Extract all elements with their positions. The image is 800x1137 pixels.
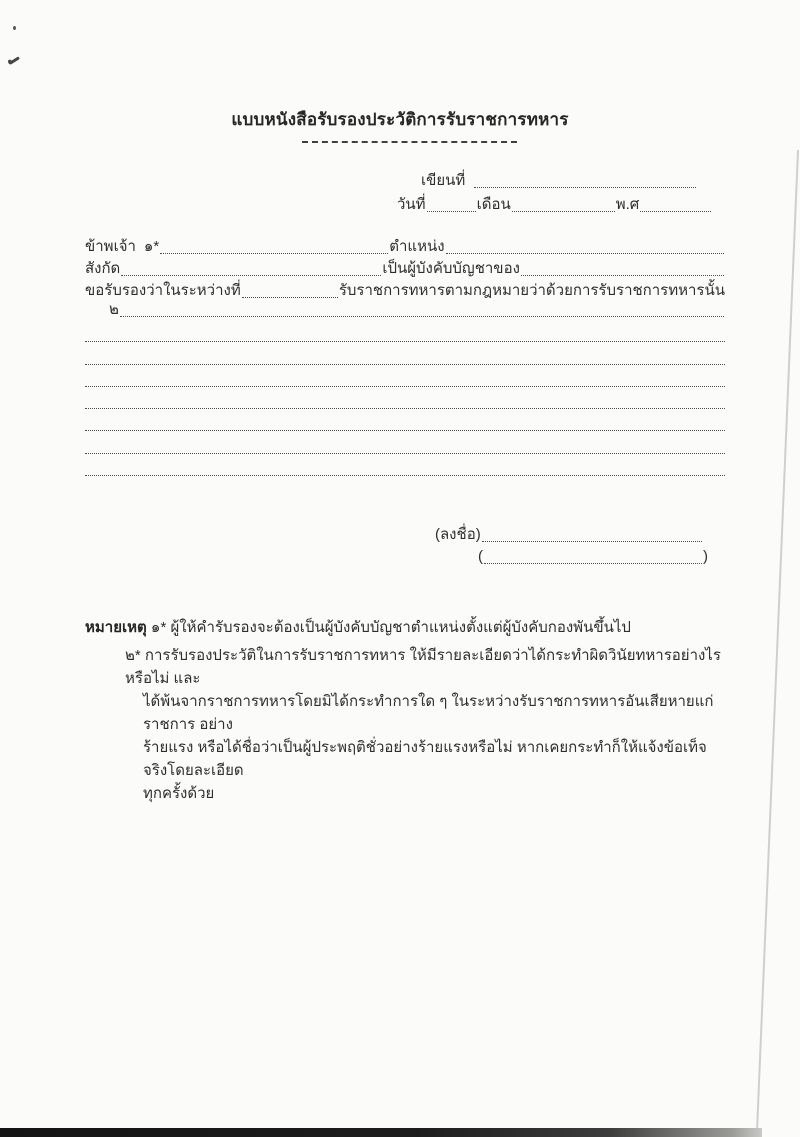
certify-prefix-label: ขอรับรองว่าในระหว่างที่ — [85, 282, 241, 299]
note-2-ref: ๒* — [125, 647, 141, 664]
position-label: ตำแหน่ง — [389, 238, 445, 255]
blank-dotted-line — [85, 387, 725, 409]
commander-of-label: เป็นผู้บังคับบัญชาของ — [382, 260, 520, 277]
unit-field — [121, 275, 381, 276]
date-field — [427, 211, 476, 212]
service-period-field — [242, 297, 338, 298]
paren-close: ) — [703, 548, 708, 565]
signature-name-field — [484, 563, 702, 564]
ref-mark-2: ๒ — [109, 301, 119, 318]
paren-open: ( — [478, 548, 483, 565]
signature-label: (ลงชื่อ) — [435, 526, 481, 543]
ruled-blank-lines — [85, 320, 725, 476]
note-2 — [85, 644, 721, 690]
signature-name-row — [478, 547, 708, 567]
month-label: เดือน — [476, 196, 511, 213]
notes-section — [85, 616, 721, 805]
date-row — [397, 195, 712, 215]
date-label: วันที่ — [397, 196, 426, 213]
signature-field — [482, 541, 702, 542]
blank-dotted-line — [85, 454, 725, 476]
blank-dotted-line — [85, 320, 725, 342]
era-label: พ.ศ — [615, 196, 640, 213]
blank-dotted-line — [85, 342, 725, 364]
note-1-ref: ๑* — [150, 619, 167, 636]
blank-dotted-line — [85, 365, 725, 387]
blank-dotted-line — [85, 409, 725, 431]
detail-field-start — [120, 316, 724, 317]
commander-of-field — [521, 275, 724, 276]
month-field — [512, 211, 615, 212]
scanner-edge-band — [0, 1128, 762, 1137]
name-field — [160, 253, 388, 254]
notes-heading: หมายเหตุ — [85, 619, 147, 636]
dashed-divider — [302, 141, 517, 143]
year-field — [640, 211, 711, 212]
note-2-continuation: ร้ายแรง หรือได้ชื่อว่าเป็นผู้ประพฤติชั่วอย่างร้ายแรงหรือไม่ หากเคยกระทำก็ให้แจ้งข้อเท็จจริงโดยละเอียด — [143, 739, 707, 779]
form-line-unit — [85, 259, 725, 279]
scan-artifact-speck — [13, 26, 16, 30]
scan-artifact-tick — [9, 56, 20, 64]
certify-suffix-label: รับราชการทหารตามกฎหมายว่าด้วยการรับราชการทหารนั้น — [338, 282, 725, 299]
document-title: แบบหนังสือรับรองประวัติการรับราชการทหาร — [231, 110, 569, 129]
ref-mark-1: ๑* — [143, 238, 160, 255]
note-2-continuation: ได้พ้นจากราชการทหารโดยมิได้กระทำการใด ๆ ในระหว่างรับราชการทหารอันเสียหายแก่ราชการ อย่าง — [143, 693, 714, 733]
written-at-label: เขียนที่ — [421, 172, 466, 189]
position-field — [446, 253, 724, 254]
written-at-row — [421, 171, 697, 191]
form-line-name — [85, 237, 725, 257]
i-undersigned-label: ข้าพเจ้า — [85, 238, 136, 255]
note-2-continuation: ทุกครั้งด้วย — [143, 785, 215, 802]
form-line-certify — [85, 281, 725, 301]
note-2-text-line1: การรับรองประวัติในการรับราชการทหาร ให้มีรายละเอียดว่าได้กระทำผิดวินัยทหารอย่างไรหรือไม่ และ — [125, 647, 721, 687]
form-line-item2 — [85, 300, 725, 320]
written-at-field — [474, 187, 696, 188]
blank-dotted-line — [85, 431, 725, 453]
unit-label: สังกัด — [85, 260, 121, 277]
note-1 — [85, 616, 721, 639]
note-1-text: ผู้ให้คำรับรองจะต้องเป็นผู้บังคับบัญชาตำแหน่งตั้งแต่ผู้บังคับกองพันขึ้นไป — [170, 619, 631, 636]
signature-row — [435, 525, 703, 545]
